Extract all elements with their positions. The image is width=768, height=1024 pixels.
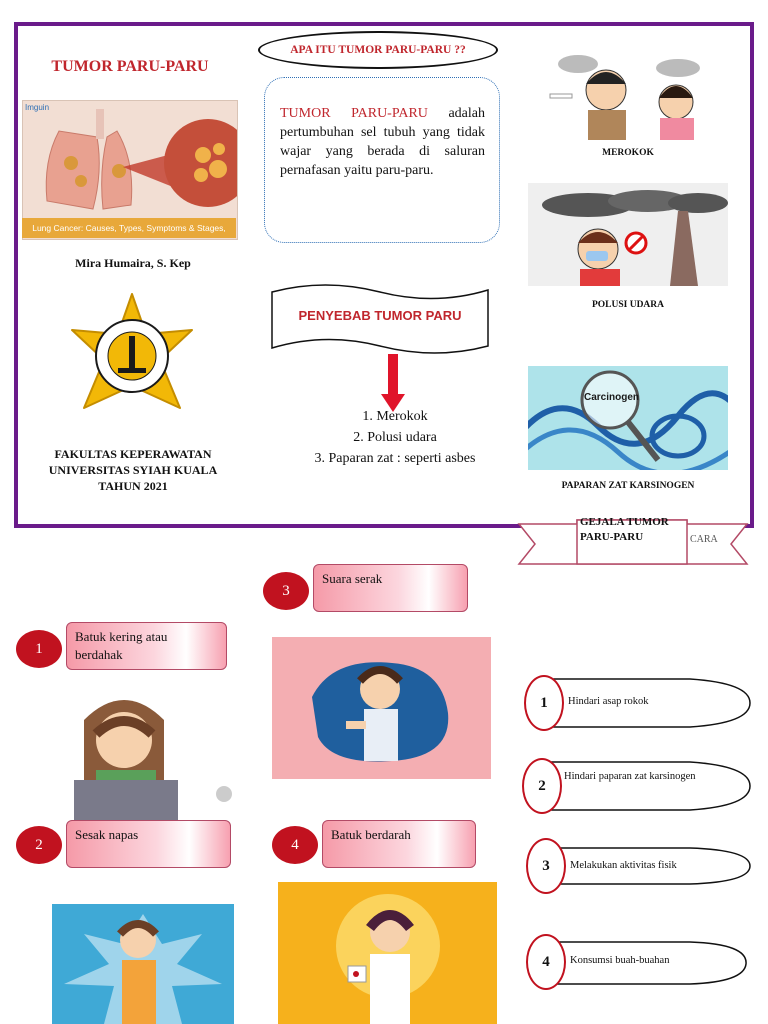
symptom-label: Batuk kering atau berdahak (66, 622, 227, 670)
banner-overflow-text: CARA (690, 534, 718, 545)
prevention-item (520, 840, 752, 894)
leaflet-title: TUMOR PARU-PARU (51, 58, 209, 75)
symptoms-banner-title: GEJALA TUMOR PARU-PARU (580, 516, 669, 541)
university-logo (62, 290, 202, 426)
prevention-number: 4 (526, 934, 566, 990)
prevention-label: Hindari asap rokok (568, 696, 649, 707)
symptom-label: Batuk berdarah (322, 820, 476, 868)
faculty-line-1: FAKULTAS KEPERAWATAN (54, 447, 212, 461)
symptom-number: 1 (16, 630, 62, 668)
faculty-info (20, 446, 246, 494)
prevention-item (520, 934, 752, 988)
coughing-blood-image (278, 882, 497, 1024)
image-brand: Imguin (25, 103, 50, 112)
causes-title: PENYEBAB TUMOR PARU (298, 308, 462, 323)
prevention-label: Melakukan aktivitas fisik (570, 860, 677, 871)
definition-text: adalah pertumbuhan sel tubuh yang tidak wajar yang berada di saluran pernafasan yaitu paru-paru. (280, 106, 485, 178)
prevention-item (520, 677, 752, 731)
prevention-item (520, 760, 752, 814)
breathless-woman-image (52, 904, 234, 1024)
air-pollution-image (528, 183, 728, 286)
faculty-line-3: TAHUN 2021 (98, 479, 168, 493)
question-heading: APA ITU TUMOR PARU-PARU ?? (258, 31, 498, 69)
lung-image-caption: Lung Cancer: Causes, Types, Symptoms & Stages, (22, 218, 236, 238)
symptom-number: 2 (16, 826, 62, 864)
prevention-number: 1 (524, 675, 564, 731)
cause-item: 2. Polusi udara (353, 430, 437, 445)
symptom-number: 3 (263, 572, 309, 610)
prevention-number: 2 (522, 758, 562, 814)
symptom-label: Suara serak (313, 564, 468, 612)
symptom-label: Sesak napas (66, 820, 231, 868)
carcinogen-image (528, 366, 728, 470)
down-arrow-icon (381, 354, 405, 414)
faculty-line-2: UNIVERSITAS SYIAH KUALA (48, 463, 218, 477)
coughing-woman-image (14, 690, 240, 820)
hoarse-voice-image (272, 637, 491, 779)
cause-item: 1. Merokok (362, 409, 428, 424)
carcinogen-label: Carcinogen (584, 392, 640, 403)
causes-list (290, 406, 500, 469)
prevention-label: Hindari paparan zat karsinogen (564, 771, 696, 782)
definition-term: TUMOR PARU-PARU (280, 106, 428, 121)
smoking-image (528, 50, 728, 140)
symptom-number: 4 (272, 826, 318, 864)
definition-box (264, 77, 500, 243)
cause-item: 3. Paparan zat : seperti asbes (314, 451, 476, 466)
prevention-label: Konsumsi buah-buahan (570, 955, 670, 966)
caption-pollution: POLUSI UDARA (591, 300, 665, 310)
prevention-number: 3 (526, 838, 566, 894)
caption-smoking: MEROKOK (602, 148, 654, 158)
caption-carcinogen: PAPARAN ZAT KARSINOGEN (561, 481, 695, 491)
author-name: Mira Humaira, S. Kep (75, 256, 191, 270)
